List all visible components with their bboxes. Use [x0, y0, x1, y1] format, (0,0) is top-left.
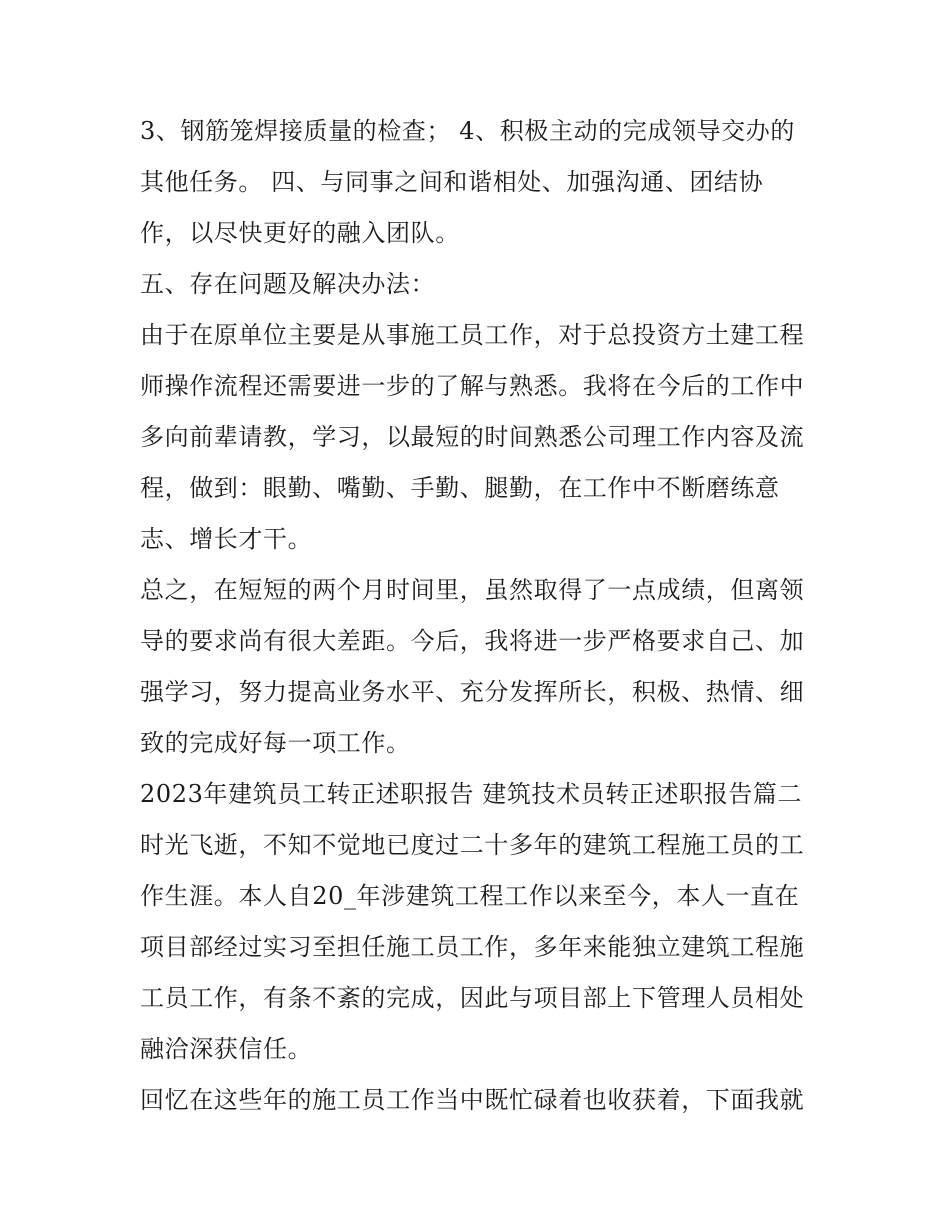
text-line-18: 工员工作，有条不紊的完成，因此与项目部上下管理人员相处 [140, 984, 805, 1012]
text-line-3: 作，以尽快更好的融入团队。 [140, 219, 460, 247]
text-line-19: 融洽深获信任。 [140, 1035, 313, 1063]
text-line-17: 项目部经过实习至担任施工员工作，多年来能独立建筑工程施 [140, 933, 805, 961]
text-line-11: 导的要求尚有很大差距。今后，我将进一步严格要求自己、加 [140, 627, 805, 655]
text-line-6: 师操作流程还需要进一步的了解与熟悉。我将在今后的工作中 [140, 372, 805, 400]
text-line-10: 总之，在短短的两个月时间里，虽然取得了一点成绩，但离领 [140, 576, 805, 604]
report-title-part-two: 2023年建筑员工转正述职报告 建筑技术员转正述职报告篇二 [140, 780, 803, 808]
text-line-16: 作生涯。本人自20_年涉建筑工程工作以来至今，本人一直在 [140, 882, 800, 910]
document-body [140, 106, 820, 1126]
text-line-12: 强学习，努力提高业务水平、充分发挥所长，积极、热情、细 [140, 678, 805, 706]
text-line-7: 多向前辈请教，学习，以最短的时间熟悉公司理工作内容及流 [140, 423, 805, 451]
text-line-1: 3、钢筋笼焊接质量的检查； 4、积极主动的完成领导交办的 [140, 117, 795, 145]
text-line-2: 其他任务。 四、与同事之间和谐相处、加强沟通、团结协 [140, 168, 764, 196]
text-line-8: 程，做到：眼勤、嘴勤、手勤、腿勤，在工作中不断磨练意 [140, 474, 780, 502]
text-line-20: 回忆在这些年的施工员工作当中既忙碌着也收获着，下面我就 [140, 1086, 805, 1114]
text-line-13: 致的完成好每一项工作。 [140, 729, 411, 757]
text-line-5: 由于在原单位主要是从事施工员工作，对于总投资方土建工程 [140, 321, 805, 349]
text-line-9: 志、增长才干。 [140, 525, 313, 553]
section-heading-problems: 五、存在问题及解决办法： [140, 270, 436, 298]
text-line-15: 时光飞逝，不知不觉地已度过二十多年的建筑工程施工员的工 [140, 831, 805, 859]
